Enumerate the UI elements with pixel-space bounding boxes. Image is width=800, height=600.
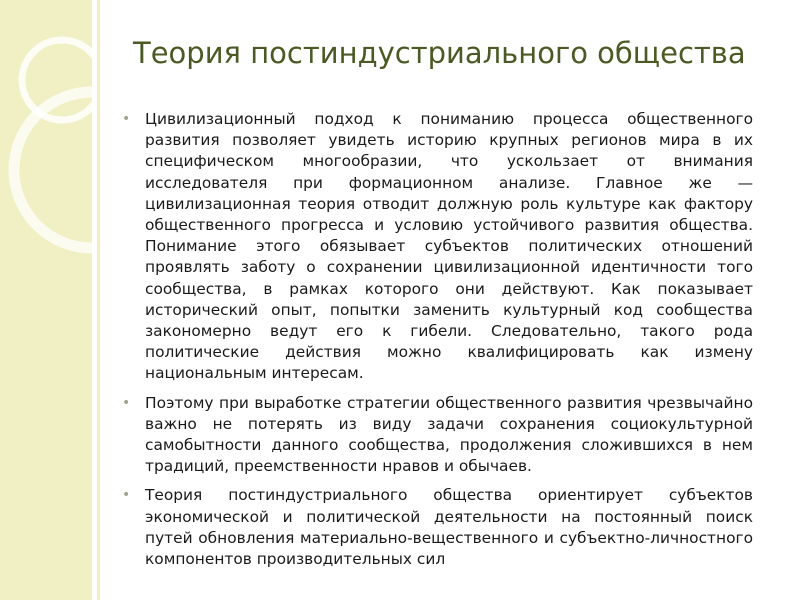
slide-title: Теория постиндустриального общества bbox=[133, 36, 746, 70]
decorative-rings bbox=[0, 0, 92, 600]
bullet-icon: • bbox=[122, 394, 131, 411]
bullet-paragraph bbox=[122, 485, 753, 570]
bullet-paragraph bbox=[122, 393, 753, 478]
bullet-paragraph bbox=[122, 109, 753, 385]
bullet-icon: • bbox=[122, 111, 131, 127]
decorative-side-line bbox=[97, 0, 100, 600]
decorative-side-band bbox=[0, 0, 92, 600]
paragraph-text: Теория постиндустриального общества ориентирует субъектов экономической и политической деятельности на постоянный поиск путей обновления материально-вещественного и субъектно-личностного компонентов производительных сил bbox=[145, 486, 753, 569]
ring-small bbox=[22, 40, 92, 120]
bullet-icon: • bbox=[122, 487, 131, 504]
slide-body bbox=[122, 109, 753, 578]
paragraph-text: Поэтому при выработке стратегии общественного развития чрезвычайно важно не потерять из виду задачи сохранения социокультурной самобытности данного сообщества, продолжения сложившихся в нем традиций, преемственности нравов и обычаев. bbox=[145, 393, 753, 476]
paragraph-text: Цивилизационный подход к пониманию процесса общественного развития позволяет увидеть историю крупных регионов мира в их специфическом многообразии, что ускользает от внимания исследователя при формационном анализе. Главное же — цивилизационная теория отводит должную роль культуре как фактору общественного прогресса и условию устойчивого развития общества. Понимание этого обязывает субъектов политических отношений проявлять заботу о сохранении цивилизационной идентичности того сообщества, в рамках которого они действуют. Как показывает исторический опыт, попытки заменить культурный код сообщества закономерно ведут его к гибели. Следовательно, такого рода политические действия можно квалифицировать как измену национальным интересам. bbox=[145, 110, 753, 383]
